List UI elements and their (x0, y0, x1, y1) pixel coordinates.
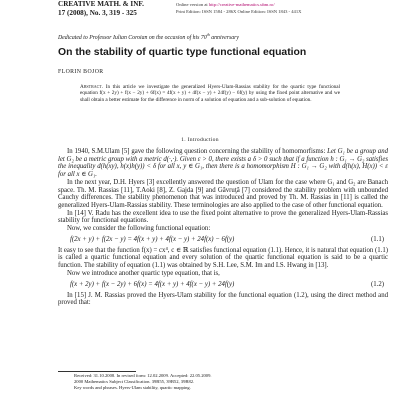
paragraph: In the next year, D.H. Hyers [3] excellently answered the question of Ulam for the case where G₁ and G₂ are Banach space. Th. M. Rassias [11], T.Aoki [8], Z. Gajda [9] and Găvruţă [7] considered the stability problem with unbounded Cauchy differences. The stability phenomenon that was introduced and proved by Th. M. Rassias in [11] is called the generalized Hyers-Ulam-Rassias stability. These terminologies are also applied to the case of other functional equation. (58, 178, 388, 209)
online-label: Online version at (176, 2, 208, 7)
online-url[interactable]: http://creative-mathematics.ubm.ro/ (208, 2, 275, 7)
paragraph-text: In 1940, S.M.Ulam [5] gave the following question concerning the stability of homomorfisms: (67, 148, 328, 155)
abstract (80, 84, 340, 103)
equation-expression: f(x + 2y) + f(x − 2y) + 6f(x) = 4f(x + y) + 4f(x − y) + 24f(y) (70, 280, 235, 288)
section-heading: 1. Introduction (181, 137, 219, 143)
paragraph: Now we introduce another quartic type equation, that is, (67, 269, 220, 277)
dedication-text: Dedicated to Professor Iulian Coroian on the occasion of his 70 (58, 34, 207, 41)
paragraph (58, 148, 388, 179)
received-dates: Received: 31.10.2008. In revised form: 12.02.2009. Accepted: 22.05.2009. (74, 373, 212, 378)
abstract-text: In this article we investigate the generalized Hyers-Ulam-Rassias stability for the quartic type functional equation f(x + 2y) + f(x − 2y) + 6f(x) = 4f(x + y) + 4f(x − y) + 24f(y) − 6f(y) by using the fixed point alternative and we shall obtain a better estimate for the difference in norm of a solution of equation and a sub-solution of equation. (80, 84, 341, 103)
equation (58, 279, 388, 291)
equation-number: (1.2) (370, 280, 384, 288)
equation-number: (1.1) (370, 235, 384, 243)
msc-classification: 2000 Mathematics Subject Classification. 39B55, 39B52, 39B82. (74, 379, 195, 385)
paragraph: Now, we consider the following functional equation: (67, 225, 211, 233)
ulam-question: Let G₁ be a group and let G₂ be a metric group with a metric d(·,·). Given ε > 0, there exists a δ > 0 such that if a function h : G₁ → G₂ satisfies the inequality d(h(xy), h(x)h(y)) < δ for all x, y ∈ G₁, then there is a homomorphism H : G₁ → G₂ with d(h(x), H(x)) < ε for all x ∈ G₁. (58, 148, 389, 179)
footnote (74, 373, 374, 391)
paragraph: It easy to see that the function f(x) = cx⁴, c ∈ ℝ satisfies functional equation (1.1). Hence, it is natural that equation (1.1) is called a quartic functional equation and every solution of the quartic functional equation is said to be a quartic function. The stability of equation (1.1) was obtained by S.H. Lee, S.M. Im and I.S. Hwang in [13]. (58, 246, 388, 270)
footnote-rule (58, 371, 136, 372)
dedication (58, 32, 239, 41)
journal-header (58, 0, 144, 17)
edition-info (176, 1, 301, 15)
keywords: Key words and phrases. Hyers-Ulam stability, quartic mapping. (74, 385, 191, 391)
dedication-end: anniversary (209, 34, 239, 41)
body-text (58, 148, 388, 307)
journal-volume: 17 (2008), No. 3, 319 - 325 (58, 8, 137, 17)
equation (58, 234, 388, 246)
author-name: FLORIN BOJOR (58, 69, 104, 75)
issn-line: Print Edition: ISSN 1584 - 286X Online Edition: ISSN 1843 - 441X (176, 9, 302, 14)
paper-title: On the stability of quartic type functional equation (58, 47, 307, 58)
dedication-sup: th (206, 32, 210, 37)
paragraph: In [15] J. M. Rassias proved the Hyers-Ulam stability for the functional equation (1.2), using the direct method and proved that: (58, 291, 388, 307)
online-version (176, 1, 301, 8)
equation-expression: f(2x + y) + f(2x − y) = 4f(x + y) + 4f(x − y) + 24f(x) − 6f(y) (70, 235, 235, 243)
abstract-label: Abstract. (80, 84, 104, 90)
paragraph: In [14] V. Radu has the excellent idea to use the fixed point alternative to prove the generalized Hyers-Ulam-Rassias stability for functional equations. (58, 209, 388, 225)
journal-name: CREATIVE MATH. & INF. (58, 0, 144, 8)
